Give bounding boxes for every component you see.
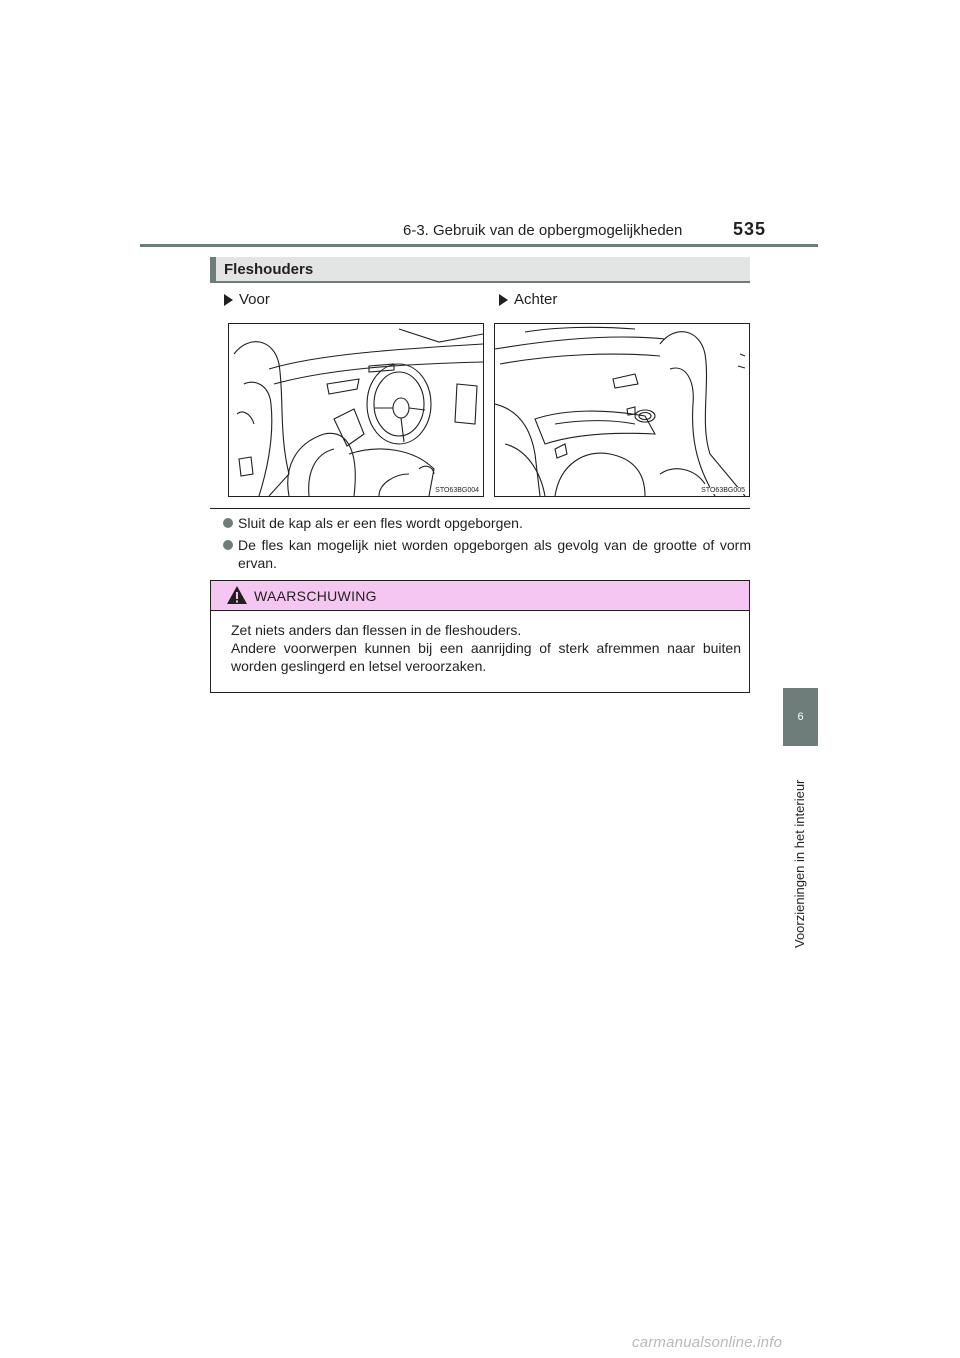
chapter-number: 6 <box>797 711 804 723</box>
warning-line: Zet niets anders dan flessen in de fleshouders. <box>231 622 522 638</box>
header-rule <box>140 244 818 247</box>
bullet-dot-icon <box>223 518 233 528</box>
figure-code: STO63BG005 <box>701 487 745 494</box>
bullet-dot-icon <box>223 540 233 550</box>
section-title: 6-3. Gebruik van de opbergmogelijkheden <box>403 222 683 239</box>
bullet-item <box>223 514 751 532</box>
rear-bottle-holder-illustration <box>494 323 750 497</box>
bullet-text: De fles kan mogelijk niet worden opgeborgen als gevolg van de grootte of vorm ervan. <box>238 537 751 571</box>
warning-box <box>210 580 750 693</box>
rear-interior-drawing <box>495 324 749 496</box>
heading-marker <box>210 257 216 281</box>
warning-title: WAARSCHUWING <box>254 588 377 604</box>
chapter-label: Voorzieningen in het interieur <box>792 779 807 948</box>
figure-caption-rear <box>499 291 557 308</box>
caption-triangle-icon <box>224 294 233 306</box>
caption-text: Achter <box>514 291 558 308</box>
caption-text: Voor <box>239 291 270 308</box>
chapter-tab[interactable] <box>783 688 818 746</box>
bullet-item <box>223 536 751 572</box>
warning-header <box>211 581 749 611</box>
divider <box>210 508 750 509</box>
warning-line: Andere voorwerpen kunnen bij een aanrijding of sterk afremmen naar buiten worden geslingerd en letsel veroorzaken. <box>231 640 741 674</box>
section-heading-bar <box>210 257 750 283</box>
warning-triangle-icon <box>226 585 248 605</box>
bullet-text: Sluit de kap als er een fles wordt opgeborgen. <box>238 515 523 531</box>
warning-body <box>231 621 741 675</box>
watermark: carmanualsonline.info <box>632 1334 783 1351</box>
page-number: 535 <box>733 219 767 239</box>
figure-caption-front <box>224 291 270 308</box>
caption-triangle-icon <box>499 294 508 306</box>
front-bottle-holder-illustration <box>228 323 484 497</box>
front-interior-drawing <box>229 324 483 496</box>
section-heading: Fleshouders <box>224 261 314 278</box>
figure-code: STO63BG004 <box>435 487 479 494</box>
